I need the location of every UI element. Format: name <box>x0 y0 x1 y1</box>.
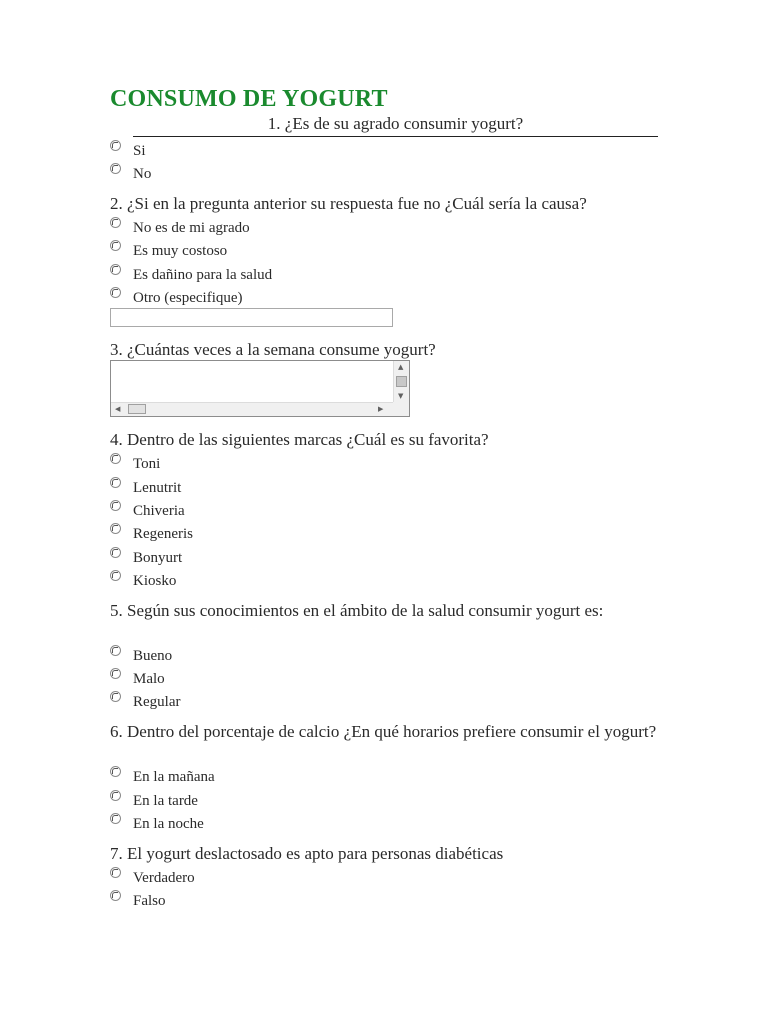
option-label: En la tarde <box>133 793 198 809</box>
radio-button-icon[interactable] <box>110 867 121 878</box>
option-label: Malo <box>133 671 165 687</box>
option-label: No <box>133 166 152 182</box>
option-label: Bueno <box>133 648 173 664</box>
scroll-down-arrow-icon[interactable]: ▼ <box>398 392 404 400</box>
option-label: Lenutrit <box>133 480 182 496</box>
radio-button-icon[interactable] <box>110 140 121 151</box>
option-label: Es dañino para la salud <box>133 267 273 283</box>
question-3-text: 3. ¿Cuántas veces a la semana consume yogurt? <box>110 340 436 359</box>
question-2-text: 2. ¿Si en la pregunta anterior su respuesta fue no ¿Cuál sería la causa? <box>110 194 587 213</box>
option-label: Kiosko <box>133 573 177 589</box>
option-label: Regular <box>133 694 181 710</box>
q3-answer-textarea[interactable] <box>110 360 410 417</box>
radio-button-icon[interactable] <box>110 500 121 511</box>
scroll-left-arrow-icon[interactable]: ◀ <box>115 405 121 413</box>
question-7-text: 7. El yogurt deslactosado es apto para personas diabéticas <box>110 844 504 863</box>
option-label: Bonyurt <box>133 550 183 566</box>
option-label: No es de mi agrado <box>133 220 250 236</box>
option-label: Si <box>133 143 146 159</box>
question-4-text: 4. Dentro de las siguientes marcas ¿Cuál es su favorita? <box>110 430 489 449</box>
vertical-scrollbar[interactable] <box>393 361 409 402</box>
radio-button-icon[interactable] <box>110 477 121 488</box>
radio-button-icon[interactable] <box>110 264 121 275</box>
option-label: Es muy costoso <box>133 243 228 259</box>
radio-button-icon[interactable] <box>110 813 121 824</box>
radio-button-icon[interactable] <box>110 287 121 298</box>
radio-button-icon[interactable] <box>110 217 121 228</box>
radio-button-icon[interactable] <box>110 790 121 801</box>
q2-other-text-field[interactable] <box>110 308 393 327</box>
scroll-up-arrow-icon[interactable]: ▲ <box>398 363 404 371</box>
radio-button-icon[interactable] <box>110 668 121 679</box>
radio-button-icon[interactable] <box>110 523 121 534</box>
option-label: Toni <box>133 456 161 472</box>
page-title: CONSUMO DE YOGURT <box>110 86 388 112</box>
option-label: En la noche <box>133 816 204 832</box>
scrollbar-corner <box>393 402 409 416</box>
question-5-text: 5. Según sus conocimientos en el ámbito de la salud consumir yogurt es: <box>110 601 604 620</box>
scroll-right-arrow-icon[interactable]: ▶ <box>378 405 384 413</box>
radio-button-icon[interactable] <box>110 547 121 558</box>
radio-button-icon[interactable] <box>110 766 121 777</box>
option-label: Chiveria <box>133 503 185 519</box>
radio-button-icon[interactable] <box>110 163 121 174</box>
option-label: Verdadero <box>133 870 195 886</box>
radio-button-icon[interactable] <box>110 453 121 464</box>
option-label: En la mañana <box>133 769 215 785</box>
question-1-text: 1. ¿Es de su agrado consumir yogurt? <box>133 114 658 137</box>
radio-button-icon[interactable] <box>110 570 121 581</box>
radio-button-icon[interactable] <box>110 691 121 702</box>
horizontal-scrollbar[interactable] <box>111 402 393 416</box>
radio-button-icon[interactable] <box>110 240 121 251</box>
radio-button-icon[interactable] <box>110 890 121 901</box>
vertical-scroll-thumb[interactable] <box>396 376 407 387</box>
option-label: Regeneris <box>133 526 193 542</box>
option-label: Falso <box>133 893 166 909</box>
radio-button-icon[interactable] <box>110 645 121 656</box>
question-6-text: 6. Dentro del porcentaje de calcio ¿En qué horarios prefiere consumir el yogurt? <box>110 722 657 741</box>
option-label: Otro (especifique) <box>133 290 243 306</box>
horizontal-scroll-thumb[interactable] <box>128 404 146 414</box>
